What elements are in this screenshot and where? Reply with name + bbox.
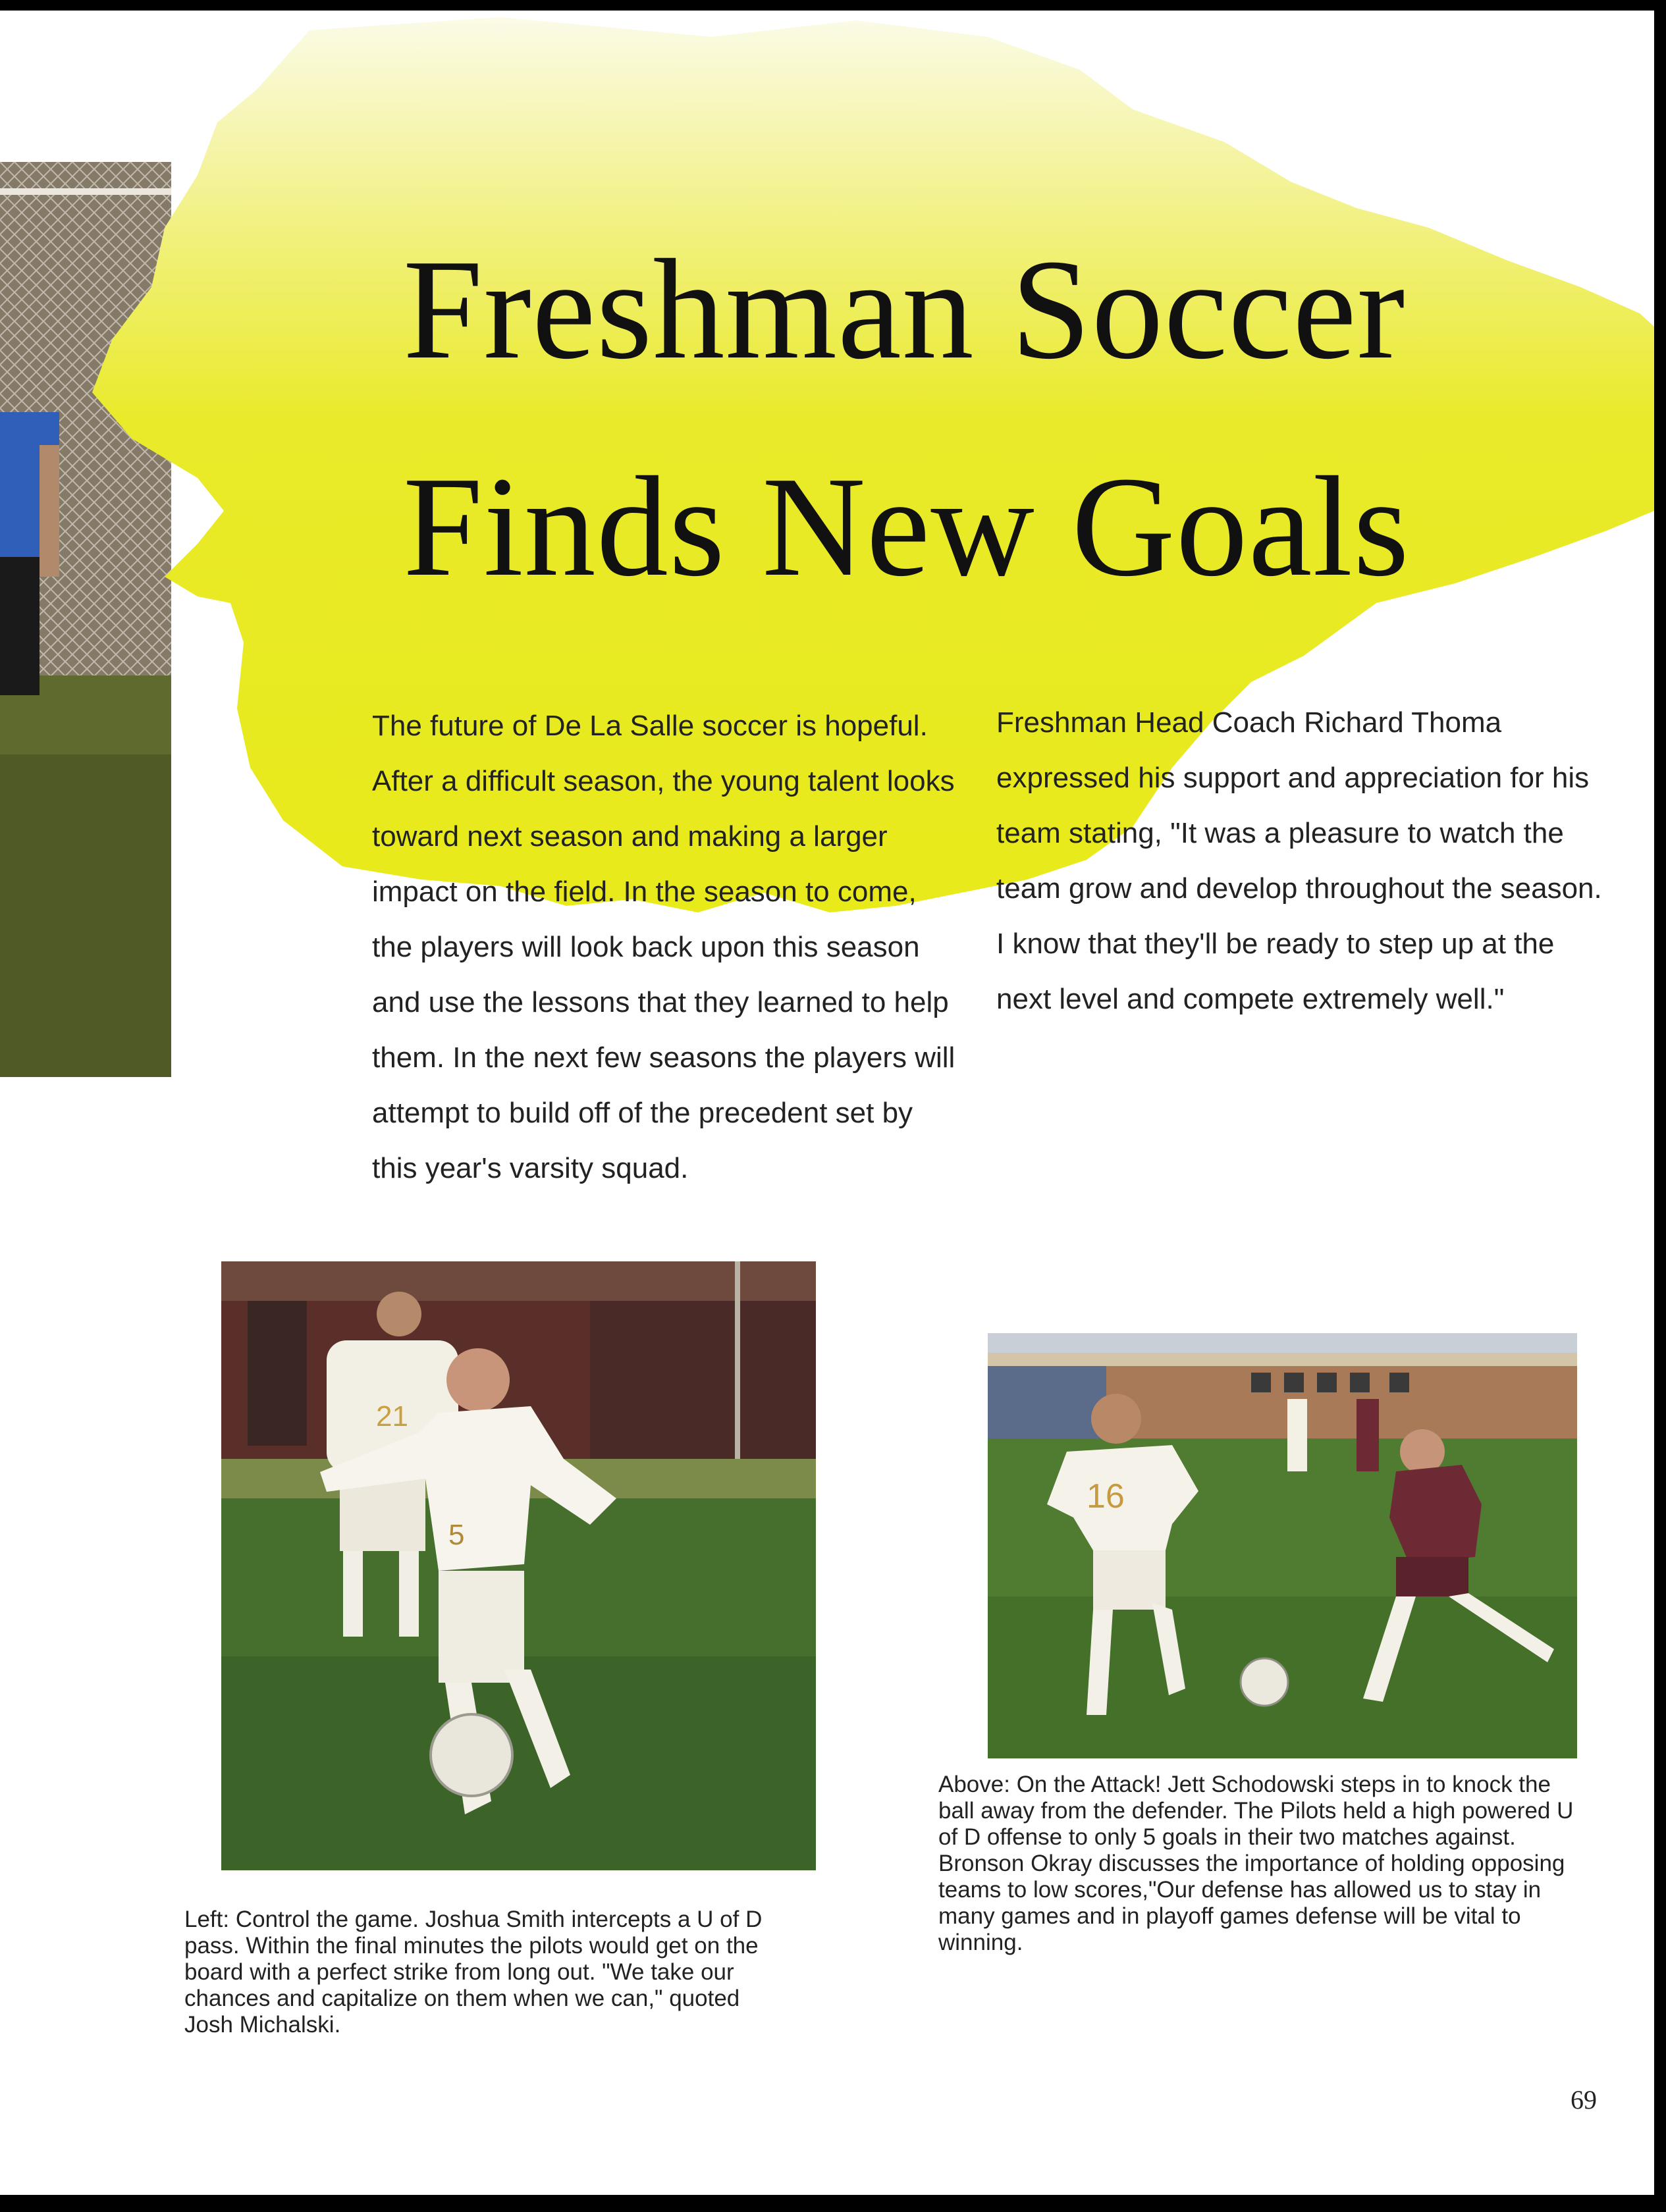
photo-caption-right: Above: On the Attack! Jett Schodowski steps in to knock the ball away from the defender. The Pilots held a high powered U of D offense to only 5 goals in their two matches against. Bronson Okray discusses the importance of holding opposing teams to low scores,"Our defense has allowed us to stay in many games and in playoff games defense will be vital to winning.: [938, 1772, 1574, 1955]
attack-player-photo: [988, 1333, 1577, 1758]
kicking-player-photo: [221, 1261, 816, 1870]
title-line-2: Finds New Goals: [403, 448, 1410, 606]
player-number-21: 21: [376, 1400, 408, 1433]
article-column-right: Freshman Head Coach Richard Thoma expressed his support and appreciation for his team stating, "It was a pleasure to watch the team grow and develop throughout the season. I know that they'll be ready to step up at the next level and compete extremely well.": [996, 706, 1602, 1015]
title-line-1: Freshman Soccer: [403, 230, 1406, 389]
page-title: [403, 201, 1654, 636]
page-number: 69: [1571, 2085, 1597, 2115]
player-number-16: 16: [1087, 1477, 1125, 1515]
player-number-5: 5: [448, 1519, 465, 1551]
article-column-left: The future of De La Salle soccer is hopeful. After a difficult season, the young talent looks toward next season and making a larger impact on the field. In the season to come, the players will look back upon this season and use the lessons that they learned to help them. In the next few seasons the players will attempt to build off of the precedent set by this year's varsity squad.: [372, 710, 955, 1184]
photo-caption-left: Left: Control the game. Joshua Smith intercepts a U of D pass. Within the final minutes the pilots would get on the board with a perfect strike from long out. "We take our chances and capitalize on them when we can," quoted Josh Michalski.: [184, 1907, 763, 2038]
yearbook-page: [0, 11, 1654, 2195]
